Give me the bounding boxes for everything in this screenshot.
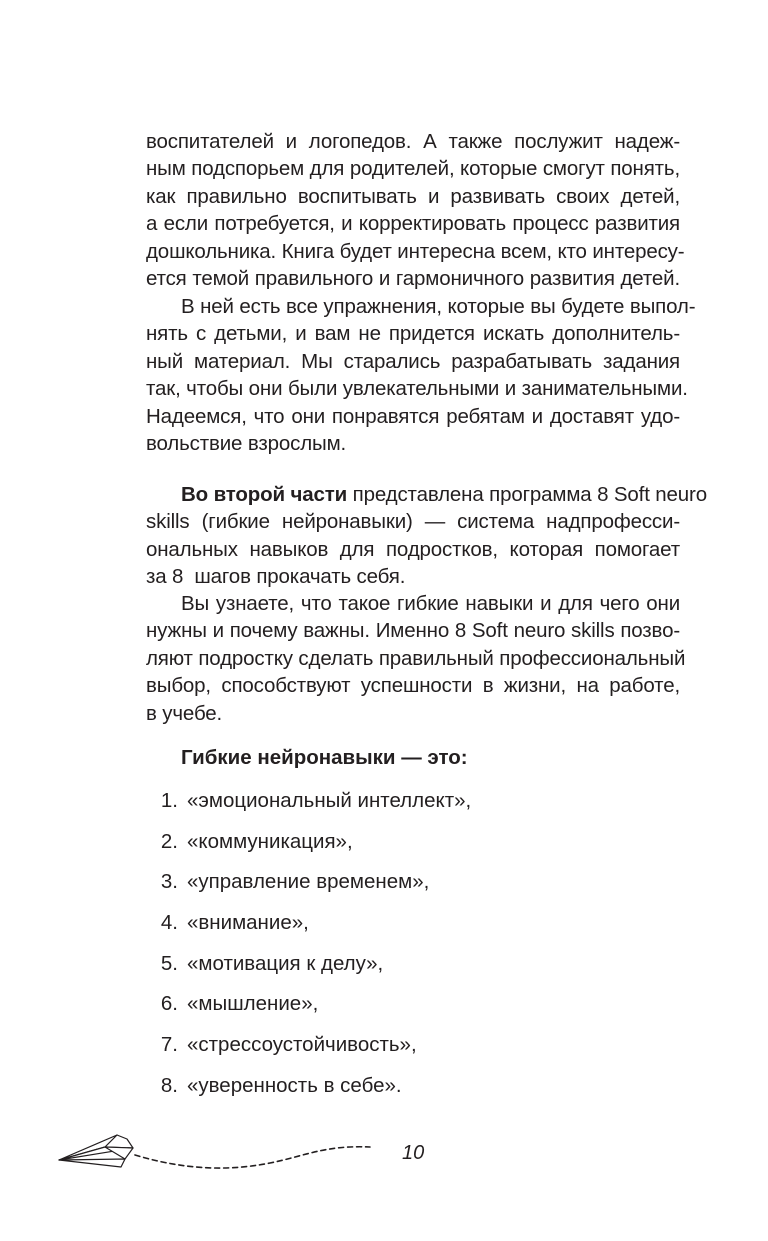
page-number: 10 [402,1142,425,1164]
list-number: 7. [160,1033,178,1057]
text-line: ется темой правильного и гармоничного развития детей. [146,267,680,291]
list-number: 4. [160,911,178,935]
bold-lead: Во второй части [181,483,348,506]
list-number: 2. [160,829,178,853]
text-line: выбор, способствуют успешности в жизни, на работе, [146,674,680,698]
list-number: 8. [160,1073,178,1097]
text-line: В ней есть все упражнения, которые вы будете выпол- [181,295,696,318]
paper-airplane-icon [55,1125,375,1175]
list-item-text: «коммуникация», [187,829,353,853]
text-line: Надеемся, что они понравятся ребятам и доставят удо- [146,404,680,428]
list-item-text: «мышление», [187,992,319,1016]
text-line: вольствие взрослым. [146,432,347,456]
list-number: 1. [160,789,178,812]
text-line: ональных навыков для подростков, которая помогает [146,537,680,561]
text-line: нужны и почему важны. Именно 8 Soft neuro skills позво- [146,619,680,643]
paragraph-exercises [146,293,696,457]
list-item-text: «внимание», [187,911,309,935]
text-line [146,481,707,508]
text-line: Вы узнаете, что такое гибкие навыки и для чего они [181,592,680,615]
text-line: skills (гибкие нейронавыки) — система надпрофесси- [146,510,680,534]
paragraph-intro-continuation [146,128,685,292]
list-heading: Гибкие нейронавыки — это: [181,746,468,769]
text-line: дошкольника. Книга будет интересна всем, кто интересу- [146,239,685,263]
text-line: нять с детьми, и вам не придется искать дополнитель- [146,322,680,346]
text-line: ляют подростку сделать правильный профессиональный [146,646,686,670]
text-line: воспитателей и логопедов. А также послужит надеж- [146,130,680,153]
list-item-text: «эмоциональный интеллект», [187,789,472,812]
list-number: 6. [160,992,178,1016]
paragraph-soft-skills [146,590,686,727]
text-line: так, чтобы они были увлекательными и занимательными. [146,377,688,401]
list-number: 5. [160,951,178,975]
list-item-text: «мотивация к делу», [187,951,384,975]
text-line: ным подспорьем для родителей, которые смогут понять, [146,157,680,181]
text-line: в учебе. [146,701,223,725]
text-fragment: представлена программа 8 Soft neuro [347,483,707,506]
list-item-text: «управление временем», [187,870,430,894]
list-item-text: «стрессоустойчивость», [187,1033,417,1057]
paragraph-second-part [146,481,707,591]
list-number: 3. [160,870,178,894]
text-line: ный материал. Мы старались разрабатывать задания [146,349,680,373]
text-line: а если потребуется, и корректировать процесс развития [146,212,680,236]
text-line: за 8 шагов прокачать себя. [146,565,406,589]
text-line: как правильно воспитывать и развивать своих детей, [146,184,680,208]
list-item-text: «уверенность в себе». [187,1073,402,1097]
